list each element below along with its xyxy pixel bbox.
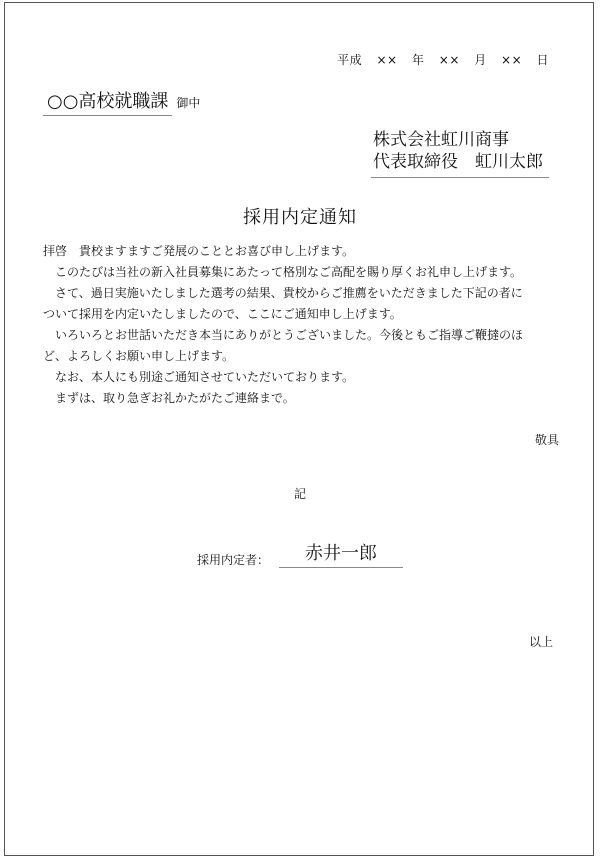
body-line: ど、よろしくお願い申し上げます。 <box>43 349 235 363</box>
date-era: 平成 <box>337 53 363 67</box>
body-line: 拝啓 貴校ますますご発展のこととお喜び申し上げます。 <box>43 244 355 258</box>
sender-title-name: 代表取締役 虹川太郎 <box>373 152 543 172</box>
date-month-unit: 月 <box>474 53 487 67</box>
hire-row <box>197 539 403 568</box>
date-day-unit: 日 <box>536 53 549 67</box>
body-line: いろいろとお世話いただき本当にありがとうございました。今後ともご指導ご鞭撻のほ <box>43 328 524 342</box>
letter-body <box>43 241 563 409</box>
body-line: なお、本人にも別途ご通知させていただいております。 <box>43 370 355 384</box>
recipient-name: ○○高校就職課 <box>43 87 172 116</box>
ki-heading: 記 <box>293 487 306 501</box>
body-line: ついて採用を内定いたしましたので、ここにご通知申し上げます。 <box>43 307 402 321</box>
date-year-value: ×× <box>376 53 398 67</box>
document-page <box>4 2 594 856</box>
end-mark: 以上 <box>528 635 553 649</box>
date-year-unit: 年 <box>411 53 425 67</box>
sender-block <box>371 129 549 178</box>
body-line: さて、過日実施いたしました選考の結果、貴校からご推薦をいただきました下記の者に <box>43 286 523 300</box>
body-line: このたびは当社の新入社員募集にあたって格別なご高配を賜り厚くお礼申し上げます。 <box>43 265 523 279</box>
document-title: 採用内定通知 <box>243 207 357 228</box>
recipient-block <box>43 87 200 116</box>
date-day-value: ×× <box>501 53 523 67</box>
date-month-value: ×× <box>438 53 460 67</box>
hire-label: 採用内定者： <box>197 553 270 567</box>
closing-keigu: 敬具 <box>534 433 559 447</box>
sender-company: 株式会社虹川商事 <box>373 130 509 150</box>
date-line <box>327 51 549 68</box>
recipient-suffix: 御中 <box>176 96 201 110</box>
hire-name: 赤井一郎 <box>279 539 403 568</box>
body-line: まずは、取り急ぎお礼かたがたご連絡まで。 <box>43 391 295 405</box>
